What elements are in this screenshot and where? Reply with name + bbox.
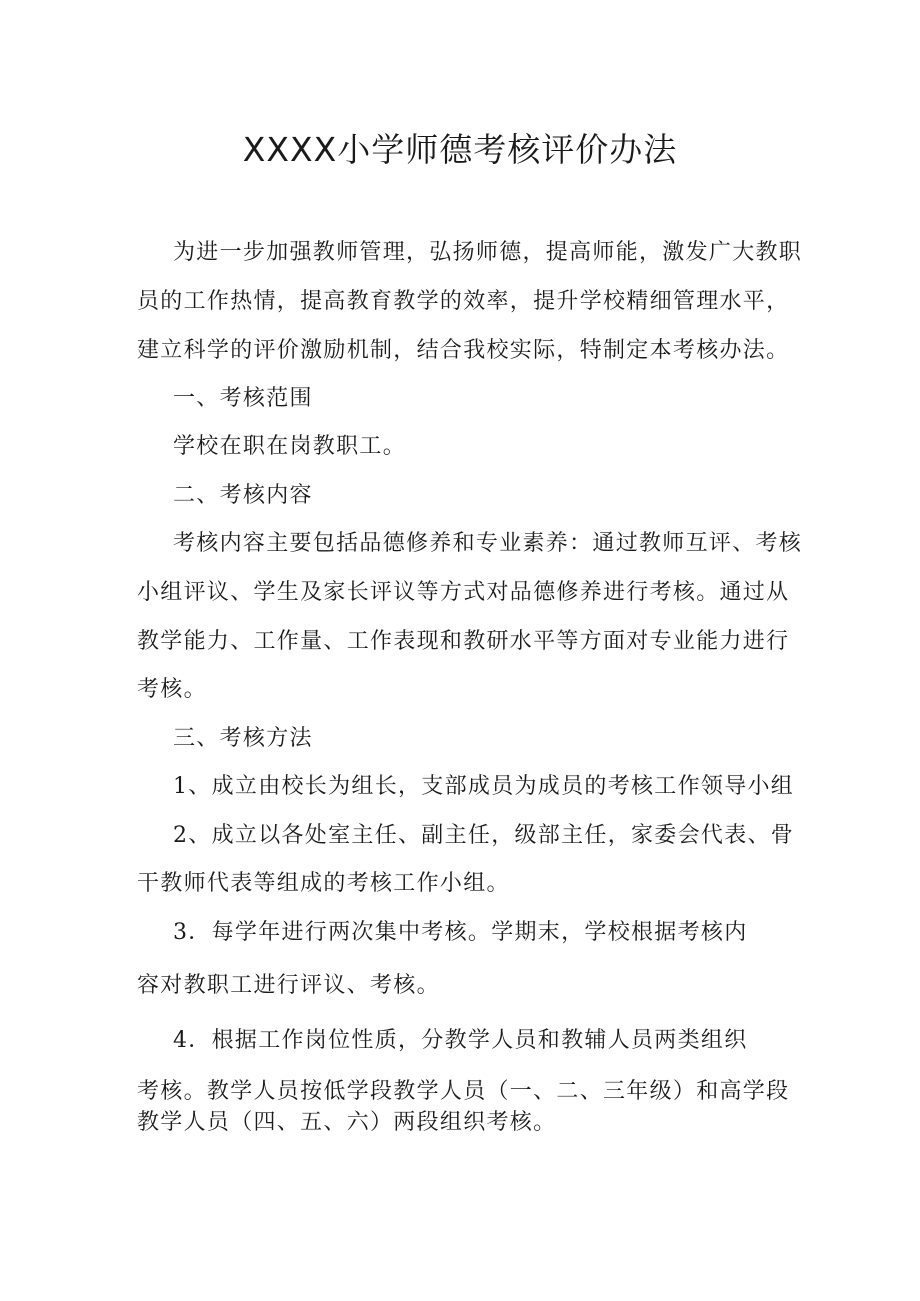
paragraph-line: 2、成立以各处室主任、副主任，级部主任，家委会代表、骨 xyxy=(173,823,795,848)
paragraph-line: 干教师代表等组成的考核工作小组。 xyxy=(137,871,510,896)
paragraph-line: 4．根据工作岗位性质，分教学人员和教辅人员两类组织 xyxy=(173,1028,748,1053)
paragraph-line: 3．每学年进行两次集中考核。学期末，学校根据考核内 xyxy=(173,920,748,945)
paragraph-line: 为进一步加强教师管理，弘扬师德，提高师能，激发广大教职 xyxy=(173,240,803,265)
section-heading-scope: 一、考核范围 xyxy=(173,386,313,411)
paragraph-line: 教学人员（四、五、六）两段组织考核。 xyxy=(137,1110,557,1135)
paragraph-line: 1、成立由校长为组长，支部成员为成员的考核工作领导小组 xyxy=(173,774,795,799)
paragraph-line: 学校在职在岗教职工。 xyxy=(173,434,407,459)
paragraph-line: 建立科学的评价激励机制，结合我校实际，特制定本考核办法。 xyxy=(137,338,790,363)
paragraph-line: 小组评议、学生及家长评议等方式对品德修养进行考核。通过从 xyxy=(137,580,790,605)
section-heading-method: 三、考核方法 xyxy=(173,726,313,751)
document-title: XXXX小学师德考核评价办法 xyxy=(242,130,678,169)
paragraph-line: 容对教职工进行评议、考核。 xyxy=(137,973,440,998)
paragraph-line: 考核内容主要包括品德修养和专业素养：通过教师互评、考核 xyxy=(173,531,803,556)
paragraph-line: 员的工作热情，提高教育教学的效率，提升学校精细管理水平， xyxy=(137,289,790,314)
paragraph-line: 考核。 xyxy=(137,677,207,702)
paragraph-line: 考核。教学人员按低学段教学人员（一、二、三年级）和高学段 xyxy=(137,1079,790,1104)
section-heading-content: 二、考核内容 xyxy=(173,483,313,508)
paragraph-line: 教学能力、工作量、工作表现和教研水平等方面对专业能力进行 xyxy=(137,629,790,654)
